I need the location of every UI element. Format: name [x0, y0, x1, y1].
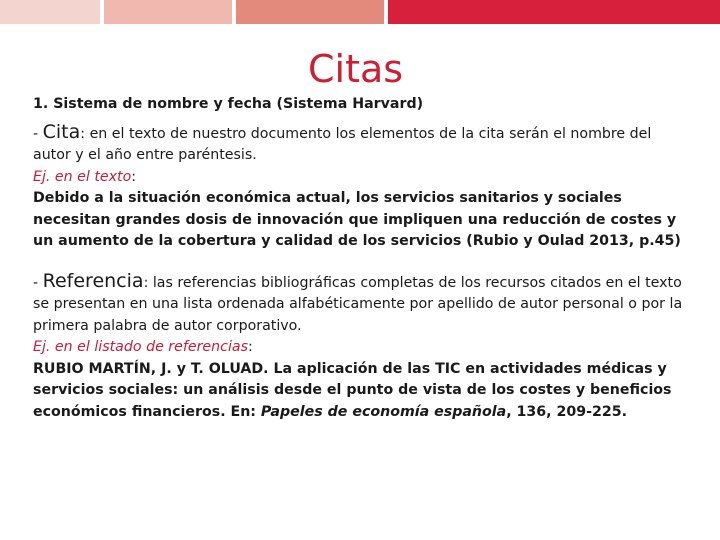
top-color-bar	[0, 0, 720, 24]
referencia-example-label-text: Ej. en el listado de referencias	[33, 339, 248, 355]
spacer	[33, 253, 693, 271]
referencia-definition	[33, 271, 693, 338]
referencia-definition-text: : las referencias bibliográficas completas de los recursos citados en el texto se presentan en una lista ordenada alfabéticamente por apellido de autor personal o por la primera palabra de autor corporativo.	[33, 274, 683, 334]
cita-example-label	[33, 167, 693, 189]
reference-journal: Papeles de economía española	[260, 403, 507, 420]
referencia-example-label	[33, 337, 693, 359]
cita-bullet: -	[33, 125, 43, 142]
referencia-bullet: -	[33, 274, 43, 291]
cita-term: Cita	[42, 120, 81, 143]
reference-volume-pages: , 136, 209-225.	[506, 403, 627, 420]
slide-content	[33, 94, 693, 423]
referencia-term: Referencia	[42, 269, 144, 292]
cita-example-text: Debido a la situación económica actual, los servicios sanitarios y sociales necesitan grandes dosis de innovación que impliquen una reducción de costes y un aumento de la cobertura y calidad de los servicios (Rubio y Oulad 2013, p.45)	[33, 190, 681, 249]
referencia-example-colon: :	[247, 339, 253, 355]
reference-authors-title: RUBIO MARTÍN, J. y T. OLUAD. La aplicación de las TIC en actividades médicas y servicios sociales: un análisis desde el punto de vista de los costes y beneficios económicos financieros. En:	[33, 360, 672, 420]
reference-entry	[33, 359, 693, 424]
cita-definition	[33, 122, 693, 167]
bar-segment-1	[0, 0, 100, 24]
cita-example-label-text: Ej. en el texto	[33, 168, 132, 185]
slide-title: Citas	[308, 47, 404, 91]
bar-segment-3	[236, 0, 384, 24]
section-heading: 1. Sistema de nombre y fecha (Sistema Harvard)	[33, 96, 424, 112]
bar-segment-4	[388, 0, 720, 24]
cita-example-colon: :	[131, 168, 137, 185]
cita-definition-text: : en el texto de nuestro documento los elementos de la cita serán el nombre del autor y el año entre paréntesis.	[33, 125, 652, 163]
bar-segment-2	[104, 0, 232, 24]
